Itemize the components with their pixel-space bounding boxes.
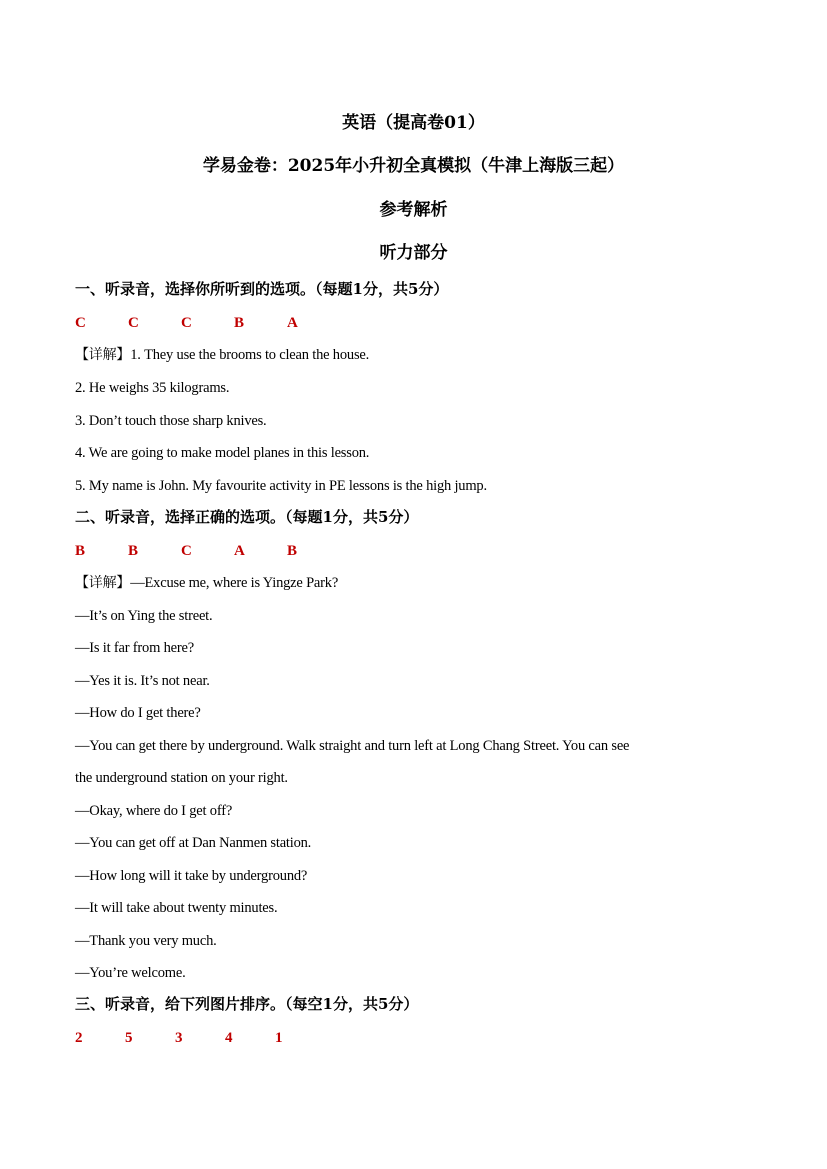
transcript-line: —You can get off at Dan Nanmen station. <box>75 835 312 851</box>
section3-heading: 三、听录音，给下列图片排序。（每空1分，共5分） <box>75 995 419 1013</box>
transcript-line: the underground station on your right. <box>75 770 288 786</box>
detail-label: 【详解】 <box>75 347 131 363</box>
answer-key: A <box>234 543 245 559</box>
answer-key: 4 <box>225 1030 233 1046</box>
transcript-line: —You’re welcome. <box>75 965 186 981</box>
answer-key: B <box>234 315 245 331</box>
transcript-line: —It will take about twenty minutes. <box>75 900 278 916</box>
section1-heading: 一、听录音，选择你所听到的选项。（每题1分，共5分） <box>75 280 449 298</box>
transcript-line: 2. He weighs 35 kilograms. <box>75 380 230 396</box>
transcript-text: —Excuse me, where is Yingze Park? <box>130 575 339 591</box>
document-title: 英语（提高卷01） <box>342 113 485 133</box>
section2-answers <box>75 541 340 561</box>
detail-label: 【详解】 <box>75 575 131 591</box>
section2-detail-line <box>75 573 338 593</box>
part-title: 听力部分 <box>379 243 448 263</box>
transcript-line: 3. Don’t touch those sharp knives. <box>75 413 267 429</box>
answer-key: 5 <box>125 1030 133 1046</box>
answer-key: 1 <box>275 1030 283 1046</box>
transcript-line: —It’s on Ying the street. <box>75 608 213 624</box>
answer-key: A <box>287 315 298 331</box>
transcript-line: 5. My name is John. My favourite activity in PE lessons is the high jump. <box>75 478 487 494</box>
section-reference-title: 参考解析 <box>379 200 448 220</box>
section2-heading: 二、听录音，选择正确的选项。（每题1分，共5分） <box>75 508 419 526</box>
answer-key: C <box>75 315 86 331</box>
document-subtitle: 学易金卷：2025年小升初全真模拟（牛津上海版三起） <box>202 156 625 176</box>
transcript-line: —You can get there by underground. Walk straight and turn left at Long Chang Street. You can see <box>75 738 630 754</box>
transcript-line: —Thank you very much. <box>75 933 217 949</box>
answer-key: C <box>181 315 192 331</box>
answer-key: C <box>181 543 192 559</box>
section1-detail-line <box>75 345 369 365</box>
answer-key: B <box>75 543 86 559</box>
transcript-line: —Okay, where do I get off? <box>75 803 233 819</box>
section1-answers <box>75 313 340 333</box>
answer-key: 3 <box>175 1030 183 1046</box>
answer-key: 2 <box>75 1030 83 1046</box>
transcript-line: —Is it far from here? <box>75 640 194 656</box>
transcript-line: —How long will it take by underground? <box>75 868 308 884</box>
transcript-line: —How do I get there? <box>75 705 201 721</box>
transcript-line: —Yes it is. It’s not near. <box>75 673 210 689</box>
answer-key: B <box>128 543 139 559</box>
answer-key: B <box>287 543 298 559</box>
transcript-line: 4. We are going to make model planes in this lesson. <box>75 445 370 461</box>
transcript-text: 1. They use the brooms to clean the house. <box>130 347 370 363</box>
answer-key: C <box>128 315 139 331</box>
section3-answers <box>75 1028 325 1048</box>
